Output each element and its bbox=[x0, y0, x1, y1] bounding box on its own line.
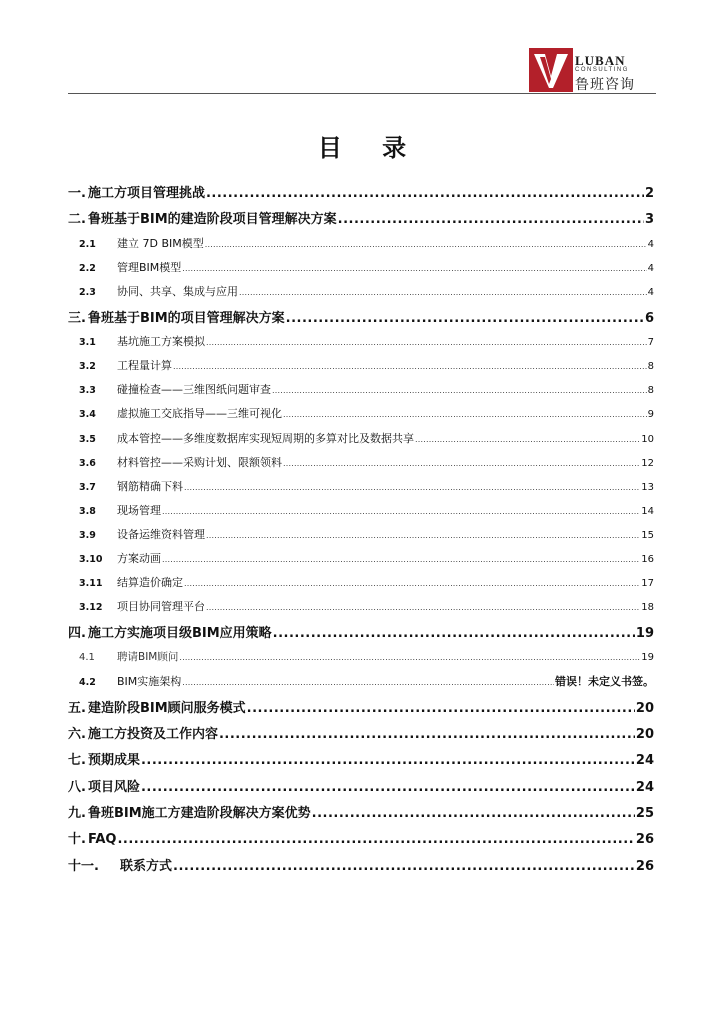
toc-entry-number: 3.10 bbox=[79, 554, 103, 566]
toc-entry[interactable] bbox=[68, 776, 654, 802]
toc-entry-title: BIM实施架构 bbox=[117, 674, 182, 688]
toc-entry-page: 17 bbox=[641, 578, 654, 590]
toc-entry-number: 3.9 bbox=[79, 529, 96, 541]
toc-entry-page: 19 bbox=[641, 651, 654, 663]
toc-entry[interactable] bbox=[68, 649, 654, 673]
page-header bbox=[68, 40, 656, 95]
toc-entry[interactable] bbox=[68, 454, 654, 478]
toc-entry-title: 设备运维资料管理 bbox=[117, 527, 205, 541]
toc-entry-title: 协同、共享、集成与应用 bbox=[117, 284, 238, 298]
toc-entry-title: 施工方实施项目级BIM应用策略 bbox=[87, 626, 272, 642]
toc-entry-number: 2.3 bbox=[79, 286, 96, 298]
toc-entry-title: 鲁班基于BIM的建造阶段项目管理解决方案 bbox=[87, 212, 337, 228]
toc-entry-number: 3.2 bbox=[79, 361, 96, 373]
toc-entry[interactable] bbox=[68, 307, 654, 333]
toc-entry-title: 方案动画 bbox=[117, 552, 161, 566]
luban-v-logo-icon bbox=[529, 48, 573, 92]
toc-entry-title: 管理BIM模型 bbox=[117, 260, 182, 274]
toc-entry-number: 4.1 bbox=[79, 651, 95, 663]
toc-leader-dots bbox=[272, 386, 647, 395]
toc-entry-number: 六. bbox=[68, 727, 86, 743]
toc-leader-dots bbox=[173, 859, 635, 874]
toc-entry[interactable] bbox=[68, 526, 654, 550]
toc-entry-page: 10 bbox=[641, 433, 654, 445]
toc-leader-dots bbox=[184, 579, 640, 588]
toc-entry-title: 建造阶段BIM顾问服务模式 bbox=[87, 700, 246, 716]
toc-entry-number: 3.11 bbox=[79, 578, 103, 590]
toc-entry[interactable] bbox=[68, 357, 654, 381]
toc-leader-dots bbox=[247, 701, 635, 716]
toc-entry-page: 13 bbox=[641, 481, 654, 493]
toc-leader-dots bbox=[312, 806, 635, 821]
toc-leader-dots bbox=[206, 338, 647, 347]
toc-entry[interactable] bbox=[68, 259, 654, 283]
toc-leader-dots bbox=[338, 212, 644, 227]
toc-entry-number: 3.7 bbox=[79, 481, 96, 493]
toc-entry-title: 鲁班基于BIM的项目管理解决方案 bbox=[87, 310, 285, 326]
toc-entry-page: 19 bbox=[635, 626, 654, 642]
toc-entry-page: 15 bbox=[641, 529, 654, 541]
toc-leader-dots bbox=[206, 603, 640, 612]
toc-entry-title: 施工方项目管理挑战 bbox=[87, 186, 205, 201]
toc-entry-title: 施工方投资及工作内容 bbox=[87, 727, 218, 743]
toc-entry-number: 2.1 bbox=[79, 238, 96, 250]
toc-entry[interactable] bbox=[68, 598, 654, 622]
toc-leader-dots bbox=[219, 727, 635, 742]
toc-entry[interactable] bbox=[68, 235, 654, 259]
page-title: 目 录 bbox=[317, 134, 423, 162]
toc-entry-title: 碰撞检查——三维图纸问题审查 bbox=[117, 383, 271, 397]
toc-leader-dots bbox=[206, 531, 640, 540]
toc-entry-number: 二. bbox=[68, 212, 86, 228]
toc-entry-number: 3.3 bbox=[79, 385, 96, 397]
toc-entry-page: 6 bbox=[644, 310, 654, 326]
toc-entry[interactable] bbox=[68, 802, 654, 828]
toc-entry-page: 18 bbox=[641, 602, 654, 614]
toc-entry[interactable] bbox=[68, 182, 654, 208]
toc-entry-title: 材料管控——采购计划、限额领料 bbox=[117, 455, 282, 469]
toc-entry-title: FAQ bbox=[87, 832, 117, 848]
toc-entry-number: 4.2 bbox=[79, 676, 96, 688]
toc-leader-dots bbox=[179, 653, 640, 662]
toc-leader-dots bbox=[184, 483, 640, 492]
toc-entry-number: 七. bbox=[68, 753, 86, 769]
toc-leader-dots bbox=[415, 435, 640, 444]
toc-entry-page: 4 bbox=[647, 238, 654, 250]
toc-entry-number: 九. bbox=[68, 805, 86, 821]
toc-entry-title: 成本管控——多维度数据库实现短周期的多算对比及数据共享 bbox=[117, 431, 414, 445]
toc-entry[interactable] bbox=[68, 828, 654, 854]
toc-entry-title: 项目风险 bbox=[87, 779, 140, 795]
toc-entry-title: 现场管理 bbox=[117, 503, 161, 517]
toc-entry-page: 3 bbox=[644, 212, 654, 228]
toc-leader-dots bbox=[173, 362, 647, 371]
toc-entry-number: 十一. bbox=[68, 858, 99, 874]
table-of-contents bbox=[68, 182, 654, 881]
toc-entry-number: 三. bbox=[68, 310, 86, 326]
toc-entry-page: 20 bbox=[635, 700, 654, 716]
toc-entry-number: 3.12 bbox=[79, 602, 103, 614]
toc-entry-title: 建立 7D BIM模型 bbox=[117, 236, 204, 250]
toc-leader-dots bbox=[141, 753, 635, 768]
toc-entry-number: 2.2 bbox=[79, 262, 96, 274]
toc-leader-dots bbox=[141, 780, 635, 795]
toc-entry-number: 3.5 bbox=[79, 433, 96, 445]
toc-entry-title: 联系方式 bbox=[120, 858, 173, 874]
toc-leader-dots bbox=[162, 555, 640, 564]
toc-leader-dots bbox=[286, 311, 644, 326]
toc-entry-number: 3.8 bbox=[79, 505, 96, 517]
toc-entry-page: 7 bbox=[647, 337, 654, 349]
toc-leader-dots bbox=[162, 507, 640, 516]
toc-entry-number: 八. bbox=[68, 779, 86, 795]
toc-entry-page: 16 bbox=[641, 554, 654, 566]
toc-leader-dots bbox=[283, 459, 640, 468]
toc-entry-page: 26 bbox=[635, 858, 654, 874]
toc-entry-number: 3.1 bbox=[79, 337, 96, 349]
toc-entry-page: 4 bbox=[647, 262, 654, 274]
toc-entry[interactable] bbox=[68, 502, 654, 526]
toc-entry-title: 结算造价确定 bbox=[117, 576, 183, 590]
toc-entry-number: 十. bbox=[68, 832, 86, 848]
luban-logo bbox=[529, 48, 656, 92]
toc-entry-page: 2 bbox=[644, 186, 654, 201]
toc-entry[interactable] bbox=[68, 622, 654, 648]
toc-entry[interactable] bbox=[68, 283, 654, 307]
toc-entry[interactable] bbox=[68, 405, 654, 429]
toc-entry-number: 一. bbox=[68, 186, 86, 201]
toc-entry[interactable] bbox=[68, 723, 654, 749]
toc-entry-number: 3.4 bbox=[79, 409, 96, 421]
toc-entry-page: 26 bbox=[635, 832, 654, 848]
toc-entry-page: 24 bbox=[635, 779, 654, 795]
toc-leader-dots bbox=[239, 288, 647, 297]
toc-leader-dots bbox=[117, 832, 634, 847]
toc-entry-number: 3.6 bbox=[79, 457, 96, 469]
toc-entry-page: 25 bbox=[635, 805, 654, 821]
toc-entry-page: 错误！未定义书签。 bbox=[555, 674, 654, 688]
toc-entry-title: 鲁班BIM施工方建造阶段解决方案优势 bbox=[87, 805, 311, 821]
toc-leader-dots bbox=[182, 678, 554, 687]
header-divider bbox=[68, 93, 656, 94]
toc-entry-page: 20 bbox=[635, 727, 654, 743]
toc-entry[interactable] bbox=[68, 430, 654, 454]
toc-entry-number: 四. bbox=[68, 626, 86, 642]
toc-leader-dots bbox=[283, 410, 647, 419]
toc-entry-title: 聘请BIM顾问 bbox=[117, 650, 179, 663]
toc-entry-title: 虚拟施工交底指导——三维可视化 bbox=[117, 407, 282, 421]
toc-entry[interactable] bbox=[68, 333, 654, 357]
toc-leader-dots bbox=[182, 264, 646, 273]
logo-chinese-name: 鲁班咨询 bbox=[575, 77, 635, 93]
toc-entry-page: 14 bbox=[641, 505, 654, 517]
toc-entry-page: 8 bbox=[647, 385, 654, 397]
toc-entry-page: 9 bbox=[647, 409, 654, 421]
toc-entry[interactable] bbox=[68, 381, 654, 405]
toc-entry[interactable] bbox=[68, 855, 654, 881]
toc-entry[interactable] bbox=[68, 208, 654, 234]
toc-entry[interactable] bbox=[68, 478, 654, 502]
toc-entry[interactable] bbox=[68, 749, 654, 775]
toc-entry-title: 项目协同管理平台 bbox=[117, 600, 205, 614]
logo-wordmark: LUBAN bbox=[575, 53, 626, 68]
toc-entry-title: 基坑施工方案模拟 bbox=[117, 335, 205, 349]
toc-entry[interactable] bbox=[68, 673, 654, 697]
toc-entry-page: 12 bbox=[641, 457, 654, 469]
toc-entry-page: 24 bbox=[635, 753, 654, 769]
toc-leader-dots bbox=[206, 186, 644, 201]
toc-entry-page: 4 bbox=[647, 286, 654, 298]
toc-entry[interactable] bbox=[68, 697, 654, 723]
logo-subtitle: CONSULTING bbox=[575, 67, 629, 73]
toc-entry-number: 五. bbox=[68, 700, 86, 716]
toc-entry-title: 钢筋精确下料 bbox=[117, 479, 183, 493]
toc-entry-page: 8 bbox=[647, 361, 654, 373]
toc-entry-title: 工程量计算 bbox=[117, 359, 172, 373]
toc-entry[interactable] bbox=[68, 550, 654, 574]
toc-leader-dots bbox=[273, 626, 635, 641]
toc-entry-title: 预期成果 bbox=[87, 753, 140, 769]
toc-entry[interactable] bbox=[68, 574, 654, 598]
toc-leader-dots bbox=[205, 240, 647, 249]
